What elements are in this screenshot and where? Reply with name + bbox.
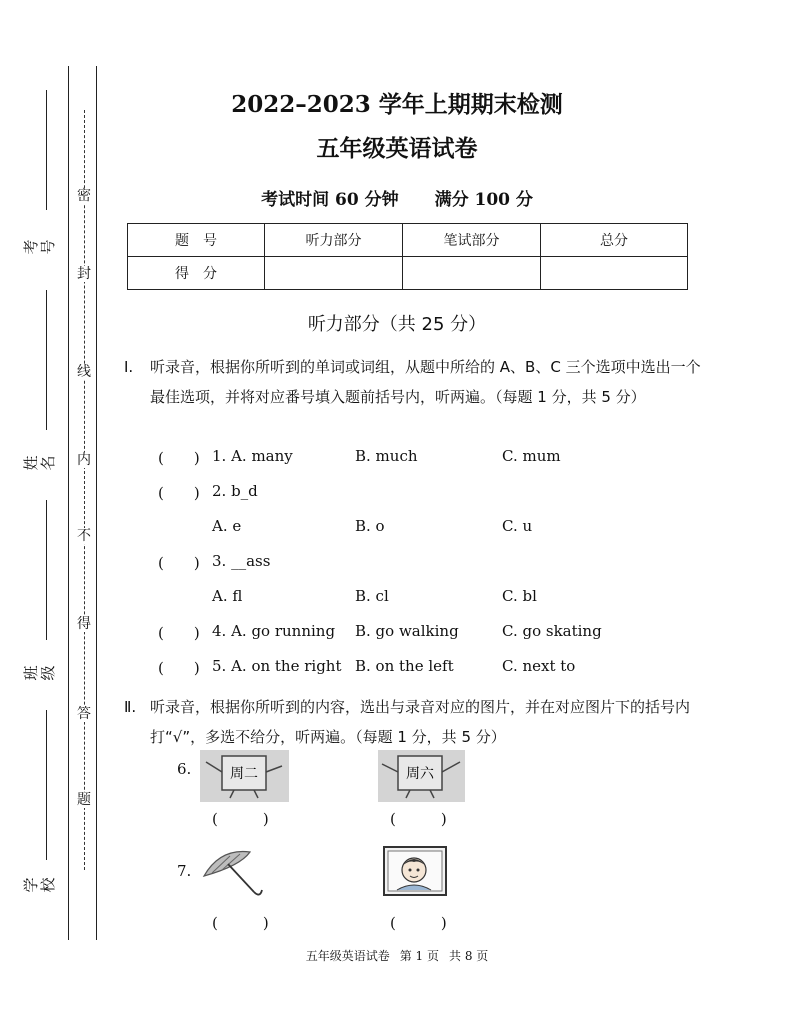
exam-time: 考试时间 60 分钟 (261, 190, 399, 210)
score-row-label: 得 分 (128, 257, 265, 290)
exam-subtitle: 五年级英语试卷 (316, 135, 478, 162)
question-2-option-b: B. o (355, 517, 385, 535)
calendar-day-label: 周六 (406, 766, 434, 782)
part2-instruction: Ⅱ. 听录音，根据你所听到的内容，选出与录音对应的图片，并在对应图片下的括号内打“√”，多选不给分，听两遍。（每题 1 分，共 5 分） (124, 692, 704, 752)
question-3-option-b: B. cl (355, 587, 389, 605)
answer-paren[interactable]: ( ) (212, 914, 269, 932)
seal-dashed-line (84, 110, 85, 870)
question-3-option-a: A. fl (212, 587, 243, 605)
part1-number: Ⅰ. (124, 358, 134, 376)
umbrella-picture[interactable] (200, 846, 266, 898)
seal-char: 内 (77, 452, 91, 468)
answer-paren[interactable]: ( ) (158, 484, 200, 502)
question-1-option-c: C. mum (502, 447, 561, 465)
calendar-day-label: 周二 (230, 766, 258, 782)
score-table-header: 笔试部分 (403, 224, 541, 257)
exam-full-score: 满分 100 分 (434, 190, 533, 210)
footer-total-pages: 共 8 页 (449, 949, 489, 963)
seal-char: 封 (77, 266, 91, 282)
seal-char: 密 (77, 188, 91, 204)
question-6-number: 6. (177, 760, 192, 778)
question-1-stem: 1. A. many (212, 447, 293, 465)
seal-char: 不 (77, 528, 91, 544)
boy-picture[interactable] (383, 846, 447, 896)
question-7-number: 7. (177, 862, 192, 880)
answer-paren[interactable]: ( ) (158, 449, 200, 467)
section-title: 听力部分（共 25 分） (307, 314, 487, 335)
seal-char: 线 (77, 364, 91, 380)
footer-doc-name: 五年级英语试卷 (305, 949, 390, 963)
question-4-stem: 4. A. go running (212, 622, 336, 640)
class-line[interactable] (46, 500, 47, 640)
question-2-option-a: A. e (212, 517, 242, 535)
school-label: 学校 (22, 877, 57, 893)
question-3-stem: 3. __ass (212, 552, 271, 570)
seal-char: 得 (77, 616, 91, 632)
exam-info (0, 185, 794, 210)
calendar-tuesday-picture[interactable] (200, 750, 289, 802)
page-footer (0, 947, 794, 964)
answer-paren[interactable]: ( ) (390, 810, 447, 828)
score-table-header: 题 号 (128, 224, 265, 257)
exam-title: 2022–2023 学年上期期末检测 (231, 91, 563, 118)
question-5-option-c: C. next to (502, 657, 576, 675)
score-table-header: 听力部分 (265, 224, 403, 257)
seal-char: 题 (77, 792, 91, 808)
question-2-stem: 2. b_d (212, 482, 258, 500)
school-line[interactable] (46, 710, 47, 860)
answer-paren[interactable]: ( ) (212, 810, 269, 828)
question-4-option-c: C. go skating (502, 622, 602, 640)
score-cell-total[interactable] (541, 257, 688, 290)
score-table-header: 总分 (541, 224, 688, 257)
answer-paren[interactable]: ( ) (158, 624, 200, 642)
name-label: 姓名 (22, 455, 57, 471)
exam-no-label: 考号 (22, 239, 57, 255)
part2-number: Ⅱ. (124, 698, 137, 716)
part1-instruction: Ⅰ. 听录音，根据你所听到的单词或词组，从题中所给的 A、B、C 三个选项中选出一个最佳选项，并将对应番号填入题前括号内，听两遍。（每题 1 分，共 5 分） (124, 352, 704, 412)
question-3-option-c: C. bl (502, 587, 537, 605)
question-2-option-c: C. u (502, 517, 533, 535)
score-table (127, 223, 688, 290)
score-cell-written[interactable] (403, 257, 541, 290)
class-label: 班级 (22, 665, 57, 681)
answer-paren[interactable]: ( ) (158, 659, 200, 677)
footer-page-number: 第 1 页 (399, 949, 439, 963)
question-5-option-b: B. on the left (355, 657, 454, 675)
question-1-option-b: B. much (355, 447, 418, 465)
answer-paren[interactable]: ( ) (158, 554, 200, 572)
calendar-saturday-picture[interactable] (378, 750, 465, 802)
answer-paren[interactable]: ( ) (390, 914, 447, 932)
question-4-option-b: B. go walking (355, 622, 459, 640)
question-5-stem: 5. A. on the right (212, 657, 342, 675)
seal-char: 答 (77, 706, 91, 722)
score-cell-listening[interactable] (265, 257, 403, 290)
